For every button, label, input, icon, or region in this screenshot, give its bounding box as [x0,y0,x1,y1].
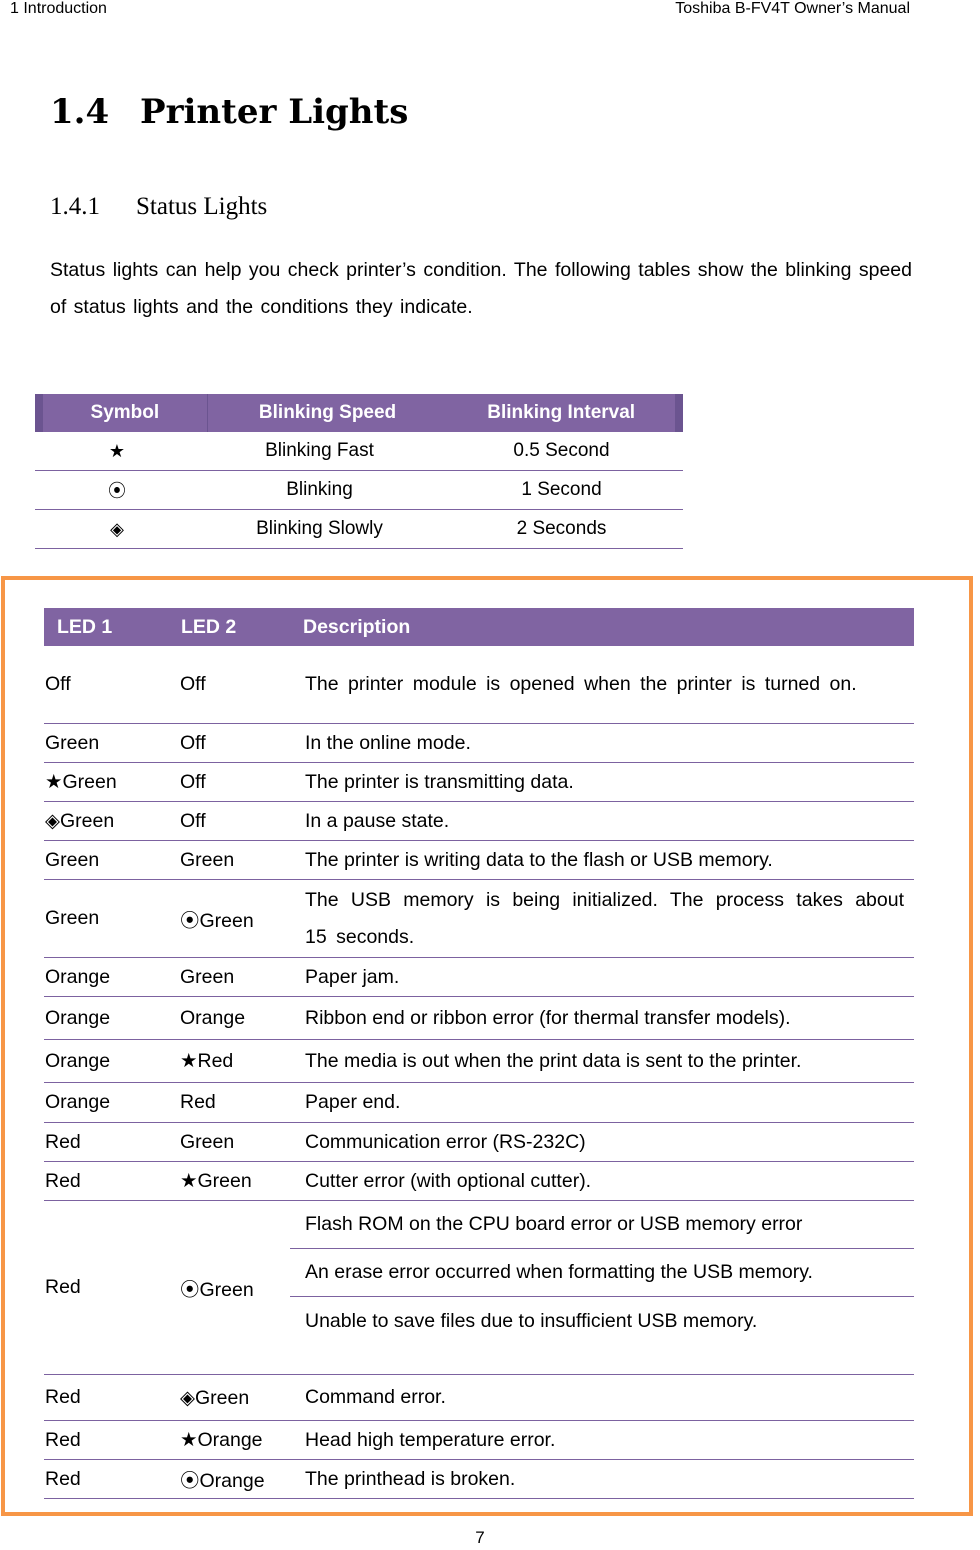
table-row [44,1201,914,1375]
blink-table-header [35,394,683,432]
intro-paragraph: Status lights can help you check printer’s condition. The following tables show the blinking speed of status lights and the conditions they indicate. [50,259,912,318]
header-led2: LED 2 [181,615,237,638]
description [290,1421,914,1459]
table-row [44,646,914,724]
blink-table-row [35,432,683,471]
led1-state: Red [45,1467,81,1490]
table-row [44,802,914,841]
blink-symbol-icon: ⦿ [108,481,126,501]
description-text: The printer module is opened when the printer is turned on. [305,673,857,695]
table-row [44,1123,914,1162]
description [290,880,914,957]
running-header-manual: Toshiba B-FV4T Owner’s Manual [675,0,910,17]
led1-state: ★Green [45,771,117,793]
description-text: Paper jam. [305,965,400,988]
led2-state: Off [180,770,206,793]
led2-state: ⦿Orange [180,1470,265,1492]
section-heading [50,90,408,134]
led2-state: Red [180,1091,216,1113]
blink-interval: 2 Seconds [516,518,607,539]
led1-state: Orange [45,965,111,988]
description [290,1162,914,1200]
header-led1: LED 1 [57,615,113,638]
table-row [44,1421,914,1460]
description-text: The printhead is broken. [305,1467,516,1490]
description-text: Communication error (RS-232C) [305,1130,586,1153]
subsection-heading [50,190,267,224]
led2-state: Off [180,673,206,695]
description-text: Paper end. [305,1091,401,1113]
description [290,1375,914,1420]
led2-state: ⦿Green [180,909,254,932]
running-header-chapter: 1 Introduction [10,0,107,17]
led1-state: Orange [45,1091,111,1113]
description [290,997,914,1039]
subsection-title: Status Lights [136,193,268,220]
led2-state: Orange [180,1006,246,1029]
led1-state: Off [45,673,71,695]
led2-state: ★Red [180,1050,234,1072]
led2-state: Green [180,848,235,871]
blink-symbol-icon: ★ [108,440,126,461]
led2-state: ⦿Green [180,1278,254,1301]
description-list [290,1201,914,1374]
blink-interval: 0.5 Second [513,440,610,461]
table-row [44,958,914,997]
header-symbol: Symbol [90,402,160,423]
description-item: Flash ROM on the CPU board error or USB memory error [290,1201,914,1249]
description-text: Ribbon end or ribbon error (for thermal transfer models). [305,1006,791,1029]
led2-state: Off [180,731,206,754]
table-row [44,1375,914,1421]
header-description: Description [303,615,411,638]
led2-state: ★Green [180,1170,252,1192]
led1-state: Red [45,1386,81,1408]
section-title: Printer Lights [140,92,409,132]
table-row [44,1162,914,1201]
description [290,1040,914,1082]
table-row [44,880,914,958]
led1-state: ◈Green [45,810,115,832]
led2-state: ★Orange [180,1429,263,1451]
blink-speed: Blinking Slowly [256,518,383,539]
blink-speed: Blinking [286,479,353,500]
led1-state: Red [45,1169,81,1192]
led-status-table [44,608,914,1499]
led1-state: Orange [45,1049,111,1072]
header-blinking-interval: Blinking Interval [487,402,636,423]
description [290,1123,914,1161]
table-row [44,1040,914,1083]
led1-state: Orange [45,1006,111,1029]
description [290,1460,914,1498]
blink-table-row [35,471,683,510]
table-row [44,724,914,763]
description [290,841,914,879]
description-item: Unable to save files due to insufficient USB memory. [305,1309,758,1332]
description [290,958,914,996]
blink-table-row [35,510,683,549]
table-row [44,997,914,1040]
description-text: Command error. [305,1386,446,1408]
description-text: In the online mode. [305,731,471,754]
description-text: The media is out when the print data is sent to the printer. [305,1049,802,1072]
blink-symbol-table [35,394,683,549]
description [290,802,914,840]
section-number: 1.4 [50,92,110,132]
table-row [44,763,914,802]
table-row [44,1460,914,1499]
description [290,1083,914,1122]
led-table-header [44,608,914,646]
page-number: 7 [475,1528,485,1547]
description-text: Cutter error (with optional cutter). [305,1169,592,1192]
description [290,646,914,723]
led1-state: Green [45,731,100,754]
led2-state: Off [180,809,206,832]
table-row [44,841,914,880]
blink-interval: 1 Second [521,479,602,500]
description-text: The printer is transmitting data. [305,770,574,793]
blink-speed: Blinking Fast [265,440,374,461]
header-blinking-speed: Blinking Speed [258,402,397,423]
description-item: An erase error occurred when formatting the USB memory. [290,1249,914,1297]
led2-state: Green [180,965,235,988]
led1-state: Red [45,1130,81,1153]
description-text: The printer is writing data to the flash or USB memory. [305,848,773,871]
led1-state: Red [45,1276,81,1298]
description-text: The USB memory is being initialized. The process takes about 15 seconds. [305,888,904,948]
description-text: In a pause state. [305,809,450,832]
led1-state: Green [45,907,100,929]
led2-state: Green [180,1130,235,1153]
table-row [44,1083,914,1123]
description [290,724,914,762]
subsection-number: 1.4.1 [50,193,100,220]
led1-state: Green [45,848,100,871]
led1-state: Red [45,1428,81,1451]
led2-state: ◈Green [180,1386,250,1409]
blink-symbol-icon: ◈ [110,518,124,539]
description [290,763,914,801]
description-text: Head high temperature error. [305,1428,556,1451]
